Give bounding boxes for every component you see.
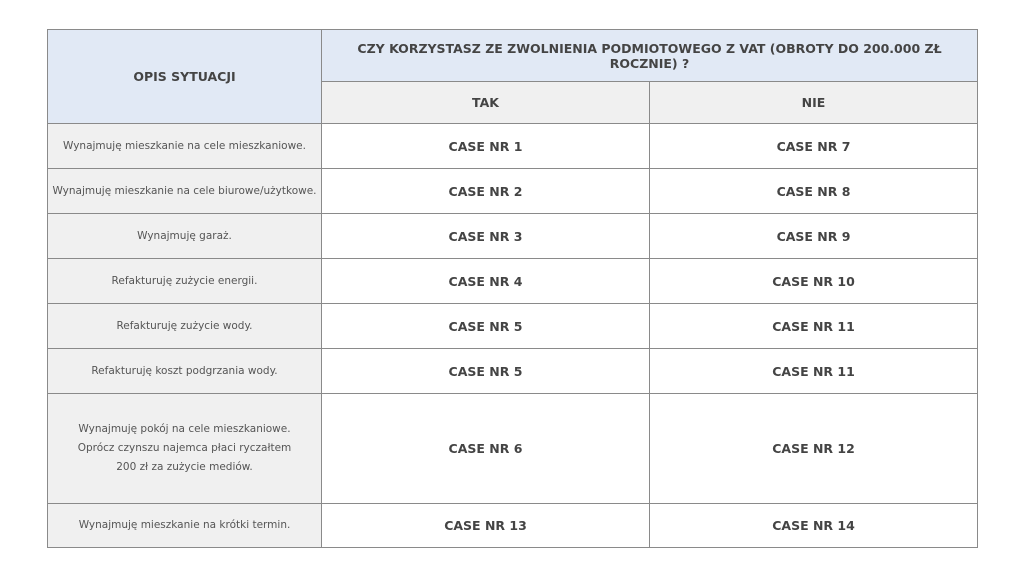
situation-description — [48, 259, 322, 304]
case-tak: CASE NR 1 — [322, 124, 650, 169]
case-tak: CASE NR 6 — [322, 394, 650, 504]
description-line: Wynajmuję mieszkanie na cele mieszkaniowe. — [63, 139, 306, 152]
situation-description — [48, 394, 322, 504]
case-nie: CASE NR 8 — [650, 169, 978, 214]
description-line: Oprócz czynszu najemca płaci ryczałtem — [77, 442, 292, 454]
situation-description — [48, 504, 322, 548]
nie-column-header: NIE — [650, 82, 978, 124]
case-nie: CASE NR 7 — [650, 124, 978, 169]
tak-column-header: TAK — [322, 82, 650, 124]
case-tak: CASE NR 4 — [322, 259, 650, 304]
case-nie: CASE NR 11 — [650, 349, 978, 394]
description-line: Refakturuję zużycie energii. — [111, 274, 258, 287]
case-nie: CASE NR 14 — [650, 504, 978, 548]
case-tak: CASE NR 13 — [322, 504, 650, 548]
case-tak: CASE NR 3 — [322, 214, 650, 259]
header-row — [48, 30, 978, 82]
description-line: Wynajmuję garaż. — [137, 229, 232, 242]
situation-description — [48, 349, 322, 394]
table-row — [48, 169, 978, 214]
table-row — [48, 124, 978, 169]
case-nie: CASE NR 10 — [650, 259, 978, 304]
case-tak: CASE NR 2 — [322, 169, 650, 214]
description-line: 200 zł za zużycie mediów. — [116, 461, 253, 473]
description-line: Refakturuję koszt podgrzania wody. — [91, 364, 278, 377]
situation-description — [48, 304, 322, 349]
case-nie: CASE NR 11 — [650, 304, 978, 349]
table-row — [48, 214, 978, 259]
description-line: Wynajmuję mieszkanie na krótki termin. — [78, 519, 291, 531]
table-row — [48, 304, 978, 349]
table-row — [48, 504, 978, 548]
situation-description — [48, 124, 322, 169]
case-nie: CASE NR 12 — [650, 394, 978, 504]
situation-description — [48, 214, 322, 259]
case-tak: CASE NR 5 — [322, 349, 650, 394]
description-column-header: OPIS SYTUACJI — [48, 30, 322, 124]
vat-exemption-question-header: CZY KORZYSTASZ ZE ZWOLNIENIA PODMIOTOWEGO Z VAT (OBROTY DO 200.000 ZŁ ROCZNIE) ? — [322, 30, 978, 82]
description-line: Wynajmuję mieszkanie na cele biurowe/użytkowe. — [52, 184, 317, 197]
table-row — [48, 349, 978, 394]
case-tak: CASE NR 5 — [322, 304, 650, 349]
description-line: Wynajmuję pokój na cele mieszkaniowe. — [78, 423, 291, 435]
vat-cases-table — [47, 29, 978, 548]
description-line: Refakturuję zużycie wody. — [116, 319, 253, 332]
case-nie: CASE NR 9 — [650, 214, 978, 259]
situation-description — [48, 169, 322, 214]
table-row — [48, 394, 978, 504]
table-row — [48, 259, 978, 304]
